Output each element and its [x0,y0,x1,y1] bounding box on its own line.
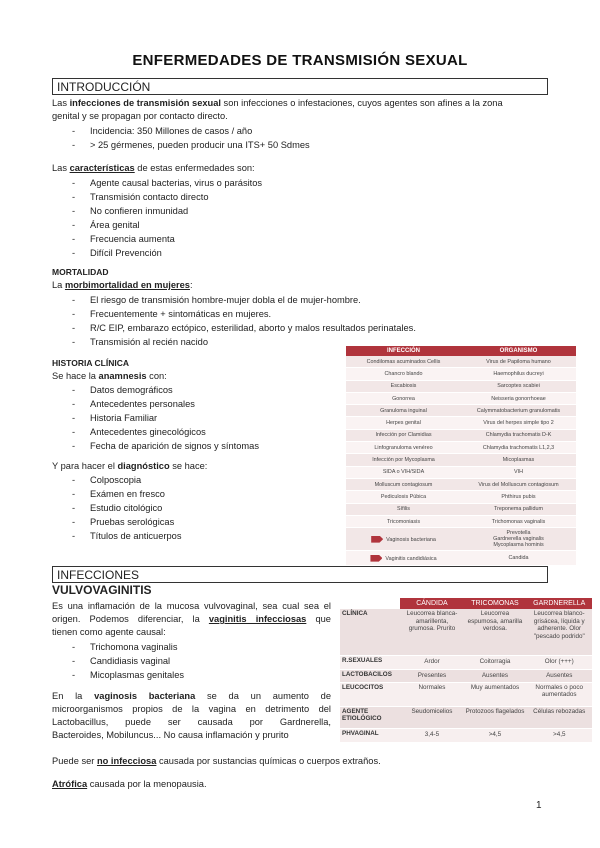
table-cell: Chlamydia trachomatis D-K [461,429,576,441]
table-row [340,728,592,742]
row-label: R.SEXUALES [340,655,400,669]
table-row [346,405,576,417]
table-cell: Ausentes [526,669,592,682]
table-cell: Chlamydia trachomatis L1,2,3 [461,442,576,454]
table-cell: Virus del Molluscum contagiosum [461,478,576,490]
page-title: ENFERMEDADES DE TRANSMISIÓN SEXUAL [132,52,468,69]
table-cell: Coitorragia [463,655,526,669]
table-cell: Ardor [400,655,463,669]
column-header: ORGANISMO [461,346,576,356]
table-cell: Micoplasmas [461,454,576,466]
table-row [346,478,576,490]
table-cell: Treponema pallidum [461,503,576,515]
table-cell: Sarcoptes scabiei [461,380,576,392]
table-cell: VIH [461,466,576,478]
historia-clinica-heading: HISTORIA CLÍNICA [52,358,129,368]
table-cell: Chancro blando [346,368,461,380]
table-cell: Neisseria gonorrhoeae [461,392,576,404]
table-cell: Gonorrea [346,392,461,404]
table-row [346,417,576,429]
table-cell: Leucorrea blanca-amarillenta, grumosa. Prurito [400,609,463,655]
row-label: PHVAGINAL [340,728,400,742]
anamnesis-intro: Se hace la anamnesis con: [52,371,167,381]
table-cell: SIDA o VIH/SIDA [346,466,461,478]
table-cell: Herpes genital [346,417,461,429]
table-cell: Molluscum contagiosum [346,478,461,490]
mortalidad-heading: MORTALIDAD [52,267,109,277]
table-row [346,442,576,454]
table-cell: Normales [400,682,463,706]
intro-paragraph-1-cont: genital y se propagan por contacto directo. [52,111,228,121]
page-number: 1 [536,800,542,811]
table-header-row [340,598,592,609]
table-cell: Trichomonas vaginalis [461,515,576,527]
table-row [346,491,576,503]
table-cell: Vaginosis bacteriana [346,528,461,551]
table-cell: Escabiosis [346,380,461,392]
table-cell: Prevotella Gardnerella vaginalis Mycoplasma hominis [461,528,576,551]
table-row [346,503,576,515]
arrow-icon [371,536,383,543]
intro-paragraph-1: Las infecciones de transmisión sexual son infecciones o infestaciones, cuyos agentes son afines a la zona [52,98,503,108]
table-row [346,429,576,441]
characteristics-intro: Las características de estas enfermedades son: [52,163,255,173]
column-header: CÁNDIDA [400,598,463,609]
column-header: INFECCIÓN [346,346,461,356]
row-label: CLÍNICA [340,609,400,655]
arrow-icon [370,555,382,562]
row-label: LEUCOCITOS [340,682,400,706]
vaginosis-paragraph: En la vaginosis bacteriana se da un aumento de microorganismos propios de la vagina en detrimento del Lactobacillus, puede ser causada por Gardnerella, Bacteroides, Mobiluncus... No causa inflamación y prurito [52,691,331,740]
table-row [346,528,576,551]
section-infecciones: INFECCIONES [52,566,548,583]
table-cell: Leucorrea espumosa, amarilla verdosa. [463,609,526,655]
table-cell: Seudomicelios [400,706,463,728]
table-cell: Infección por Clamidias [346,429,461,441]
table-row [340,682,592,706]
table-cell: >4,5 [463,728,526,742]
column-header: GARDNERELLA [526,598,592,609]
vulvovaginitis-heading: VULVOVAGINITIS [52,583,152,597]
row-label: LACTOBACILOS [340,669,400,682]
table-row [346,466,576,478]
infection-organism-table [346,346,576,566]
table-cell: Candida [461,551,576,566]
table-row [340,669,592,682]
diagnostico-intro: Y para hacer el diagnóstico se hace: [52,461,208,471]
row-label: AGENTE ETIOLÓGICO [340,706,400,728]
table-cell: Ausentes [463,669,526,682]
table-row [340,706,592,728]
table-cell: Linfogranuloma venéreo [346,442,461,454]
table-cell: Olor (+++) [526,655,592,669]
table-cell: Virus de Papiloma humano [461,356,576,368]
table-cell: Tricomoniasis [346,515,461,527]
table-cell: Sífilis [346,503,461,515]
table-row [346,392,576,404]
table-row [346,368,576,380]
table-cell: 3,4-5 [400,728,463,742]
column-header [340,598,400,609]
table-cell: Normales o poco aumentados [526,682,592,706]
table-cell: Condilomas acuminados Cellis [346,356,461,368]
table-row [346,356,576,368]
table-header-row [346,346,576,356]
table-cell: Granuloma inguinal [346,405,461,417]
table-row [346,454,576,466]
table-cell: Vaginitis candidiásica [346,551,461,566]
table-row [340,655,592,669]
vaginitis-comparison-table [340,598,592,743]
table-row [346,515,576,527]
table-cell: Muy aumentados [463,682,526,706]
table-row [340,609,592,655]
table-cell: Infección por Mycoplasma [346,454,461,466]
table-cell: Haemophilus ducreyi [461,368,576,380]
column-header: TRICOMONAS [463,598,526,609]
table-cell: Células rebozadas [526,706,592,728]
table-cell: Protozoos flagelados [463,706,526,728]
table-row [346,551,576,566]
table-cell: >4,5 [526,728,592,742]
table-cell: Presentes [400,669,463,682]
table-cell: Leucorrea blanco-grisácea, líquida y adherente. Olor "pescado podrido" [526,609,592,655]
section-introduccion: INTRODUCCIÓN [52,78,548,95]
table-cell: Phthirus pubis [461,491,576,503]
atrofica-paragraph: Atrófica causada por la menopausia. [52,779,207,789]
morbimortalidad-intro: La morbimortalidad en mujeres: [52,280,193,290]
no-infecciosa-paragraph: Puede ser no infecciosa causada por sustancias químicas o cuerpos extraños. [52,756,381,766]
vulvovaginitis-paragraph: Es una inflamación de la mucosa vulvovaginal, sea cual sea el origen. Podemos diferenciar, la vaginitis infecciosas que tienen como agente causal: [52,601,331,637]
table-row [346,380,576,392]
table-cell: Calymmatobacterium granulomatis [461,405,576,417]
table-cell: Virus del herpes simple tipo 2 [461,417,576,429]
table-cell: Pediculosis Púbica [346,491,461,503]
